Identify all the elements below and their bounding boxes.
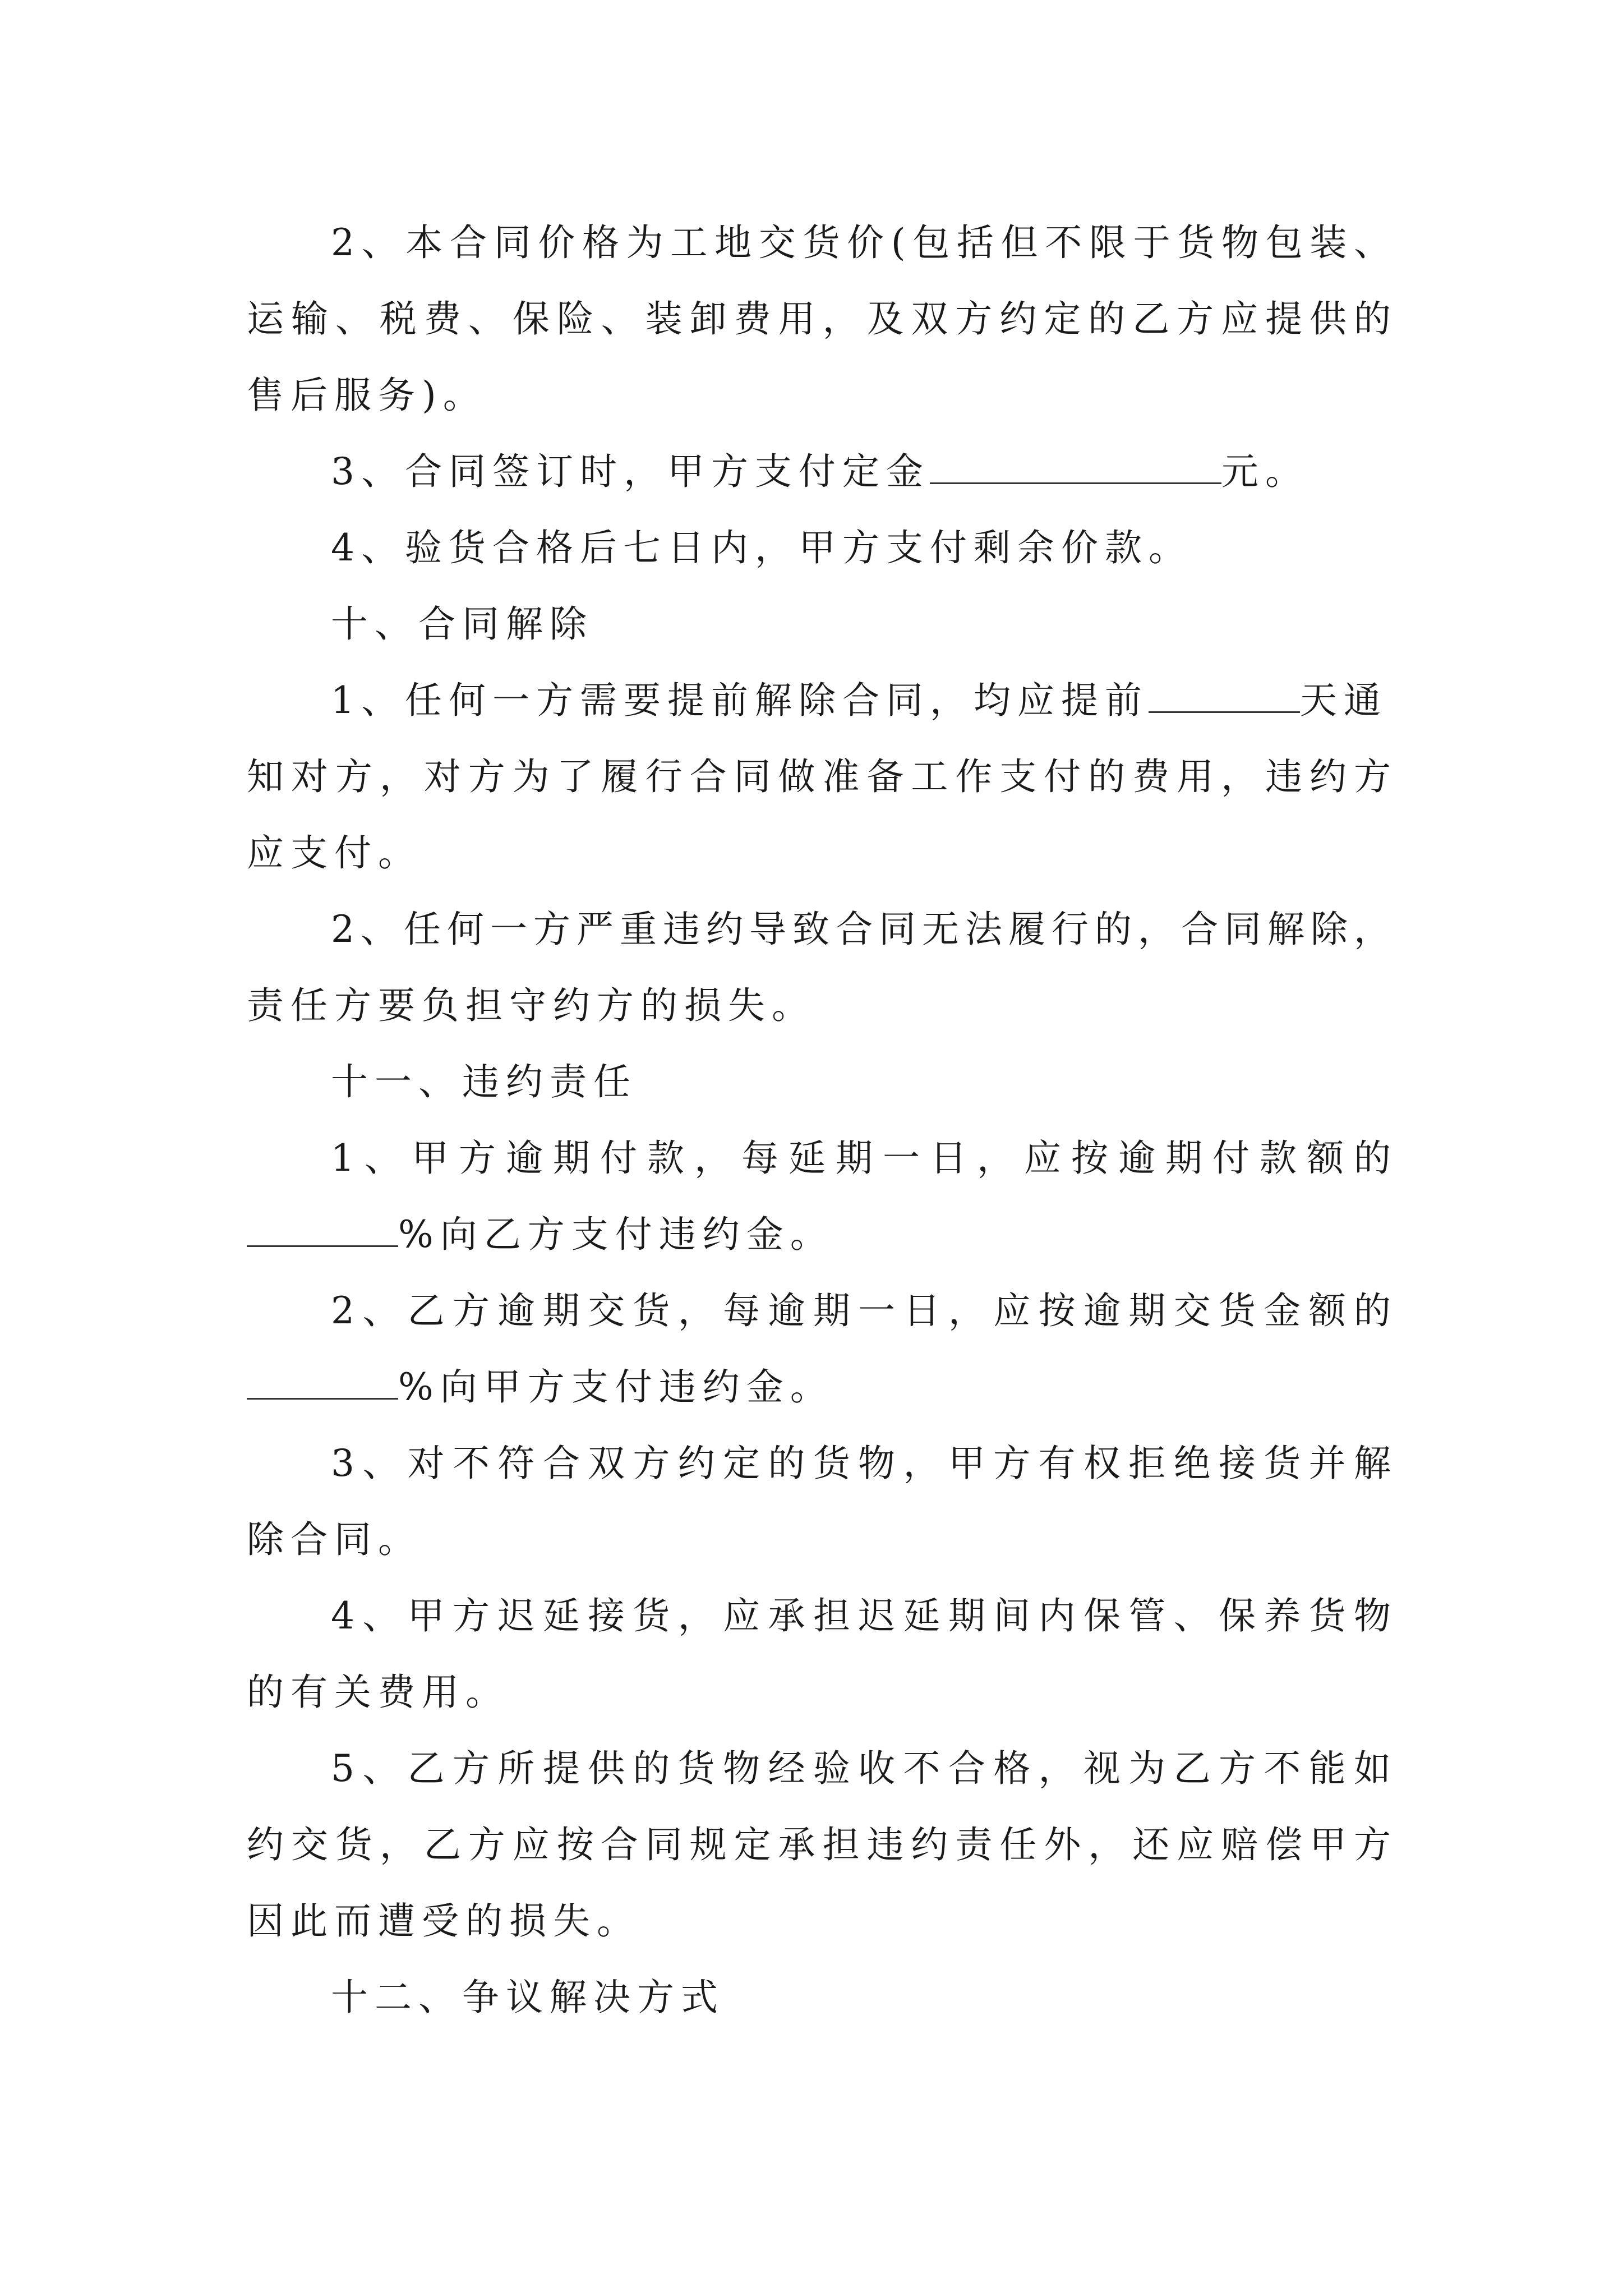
section-10-item-1-line-1 — [331, 675, 1391, 726]
section-10-item-1-line-3: 应支付。 — [247, 831, 422, 875]
section-10-heading: 十、合同解除 — [331, 602, 593, 646]
section-11-item-1-text: %向乙方支付违约金。 — [398, 1213, 834, 1256]
section-11-item-5-line-1: 5、乙方所提供的货物经验收不合格，视为乙方不能如 — [331, 1747, 1391, 1790]
late-payment-rate-blank — [247, 1211, 398, 1247]
section-12-heading: 十二、争议解决方式 — [331, 1976, 725, 2019]
price-clause-line-1: 2、本合同价格为工地交货价(包括但不限于货物包装、 — [331, 221, 1391, 264]
late-delivery-rate-blank — [247, 1363, 398, 1400]
notice-days-blank — [1149, 677, 1300, 713]
section-11-item-4-line-2: 的有关费用。 — [247, 1671, 509, 1714]
deposit-clause — [331, 447, 1391, 497]
deposit-clause-text: 3、合同签订时，甲方支付定金 — [331, 450, 930, 493]
section-10-item-2-line-2: 责任方要负担守约方的损失。 — [247, 984, 815, 1027]
section-10-item-1-unit: 天通 — [1300, 679, 1387, 722]
section-11-item-4-line-1: 4、甲方迟延接货，应承担迟延期间内保管、保养货物 — [331, 1594, 1391, 1637]
section-11-item-2-line-2 — [247, 1362, 1391, 1412]
section-10-item-1-line-2: 知对方，对方为了履行合同做准备工作支付的费用，违约方 — [247, 755, 1391, 798]
section-11-item-5-line-2: 约交货，乙方应按合同规定承担违约责任外，还应赔偿甲方 — [247, 1823, 1391, 1866]
section-11-item-2-line-1: 2、乙方逾期交货，每逾期一日，应按逾期交货金额的 — [331, 1289, 1391, 1332]
section-11-item-5-line-3: 因此而遭受的损失。 — [247, 1899, 640, 1943]
price-clause-line-2: 运输、税费、保险、装卸费用，及双方约定的乙方应提供的 — [247, 297, 1391, 341]
section-10-item-2-line-1: 2、任何一方严重违约导致合同无法履行的，合同解除， — [331, 908, 1391, 951]
section-11-item-2-text: %向甲方支付违约金。 — [398, 1365, 834, 1409]
section-11-item-3-line-1: 3、对不符合双方约定的货物，甲方有权拒绝接货并解 — [331, 1442, 1391, 1485]
section-11-item-1-line-2 — [247, 1209, 1391, 1260]
deposit-amount-blank — [930, 448, 1221, 484]
section-11-heading: 十一、违约责任 — [331, 1060, 637, 1103]
price-clause-line-3: 售后服务)。 — [247, 374, 487, 417]
section-11-item-3-line-2: 除合同。 — [247, 1518, 422, 1561]
payment-clause: 4、验货合格后七日内，甲方支付剩余价款。 — [331, 526, 1192, 569]
deposit-clause-unit: 元。 — [1221, 450, 1309, 493]
section-11-item-1-line-1: 1、甲方逾期付款，每延期一日，应按逾期付款额的 — [331, 1137, 1391, 1180]
section-10-item-1-text: 1、任何一方需要提前解除合同，均应提前 — [331, 679, 1149, 722]
